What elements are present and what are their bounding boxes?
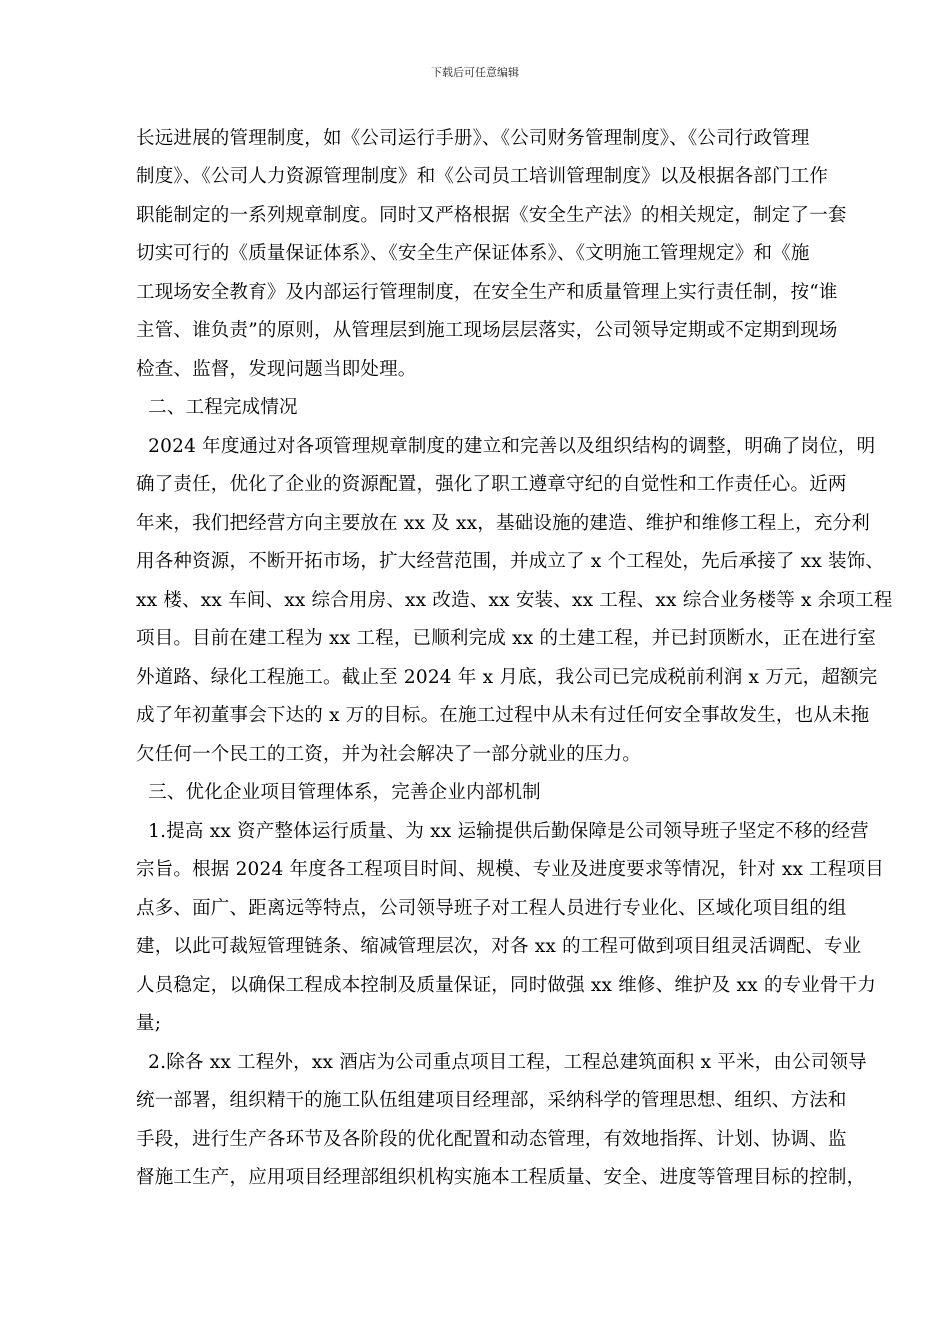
text-line: 项目。目前在建工程为 xx 工程，已顺利完成 xx 的土建工程，并已封顶断水，正在进行室 [136,628,877,649]
page-header-note: 下载后可任意编辑 [431,66,519,79]
text-line: 工现场安全教育》及内部运行管理制度，在安全生产和质量管理上实行责任制，按“谁 [136,282,838,303]
text-line: 长远进展的管理制度，如《公司运行手册》、《公司财务管理制度》、《公司行政管理 [136,128,810,149]
text-line: 制度》、《公司人力资源管理制度》和《公司员工培训管理制度》以及根据各部门工作 [136,166,829,187]
text-line: 外道路、绿化工程施工。截止至 2024 年 x 月底，我公司已完成税前利润 x 万元，超额完 [136,667,878,688]
text-line: 切实可行的《质量保证体系》、《安全生产保证体系》、《文明施工管理规定》和《施 [136,243,810,264]
text-line: xx 楼、xx 车间、xx 综合用房、xx 改造、xx 安装、xx 工程、xx 综合业务楼等 x 余项工程 [136,590,893,611]
text-line: 职能制定的一系列规章制度。同时又严格根据《安全生产法》的相关规定，制定了一套 [136,205,847,226]
text-line: 检查、监督，发现问题当即处理。 [136,359,417,380]
text-line: 确了责任，优化了企业的资源配置，强化了职工遵章守纪的自觉性和工作责任心。近两 [136,474,847,495]
text-line: 手段，进行生产各环节及各阶段的优化配置和动态管理，有效地指挥、计划、协调、监 [136,1129,847,1150]
text-line: 用各种资源，不断开拓市场，扩大经营范围，并成立了 x 个工程处，先后承接了 xx 装饰、 [136,551,885,572]
text-line: 2024 年度通过对各项管理规章制度的建立和完善以及组织结构的调整，明确了岗位，明 [136,436,876,457]
text-line: 2.除各 xx 工程外，xx 酒店为公司重点项目工程，工程总建筑面积 x 平米，由公司领导 [136,1052,867,1073]
text-line: 统一部署，组织精干的施工队伍组建项目经理部，采纳科学的管理思想、组织、方法和 [136,1090,847,1111]
text-line: 成了年初董事会下达的 x 万的目标。在施工过程中从未有过任何安全事故发生，也从未拖 [136,705,870,726]
text-line: 人员稳定，以确保工程成本控制及质量保证，同时做强 xx 维修、维护及 xx 的专业骨干力 [136,975,877,996]
text-line: 量; [136,1013,162,1034]
section-heading: 三、优化企业项目管理体系，完善企业内部机制 [136,782,541,803]
text-line: 年来，我们把经营方向主要放在 xx 及 xx，基础设施的建造、维护和维修工程上，充分利 [136,513,870,534]
text-line: 欠任何一个民工的工资，并为社会解决了一部分就业的压力。 [136,744,641,765]
section-heading: 二、工程完成情况 [136,397,298,418]
text-line: 建，以此可裁短管理链条、缩减管理层次，对各 xx 的工程可做到项目组灵活调配、专业 [136,936,862,957]
text-line: 点多、面广、距离远等特点，公司领导班子对工程人员进行专业化、区域化项目组的组 [136,898,847,919]
text-line: 1.提高 xx 资产整体运行质量、为 xx 运输提供后勤保障是公司领导班子坚定不移的经营 [136,821,869,842]
text-line: 督施工生产，应用项目经理部组织机构实施本工程质量、安全、进度等管理目标的控制， [136,1167,866,1188]
text-line: 宗旨。根据 2024 年度各工程项目时间、规模、专业及进度要求等情况，针对 xx 工程项目 [136,859,884,880]
text-line: 主管、谁负责”的原则，从管理层到施工现场层层落实，公司领导定期或不定期到现场 [136,320,838,341]
